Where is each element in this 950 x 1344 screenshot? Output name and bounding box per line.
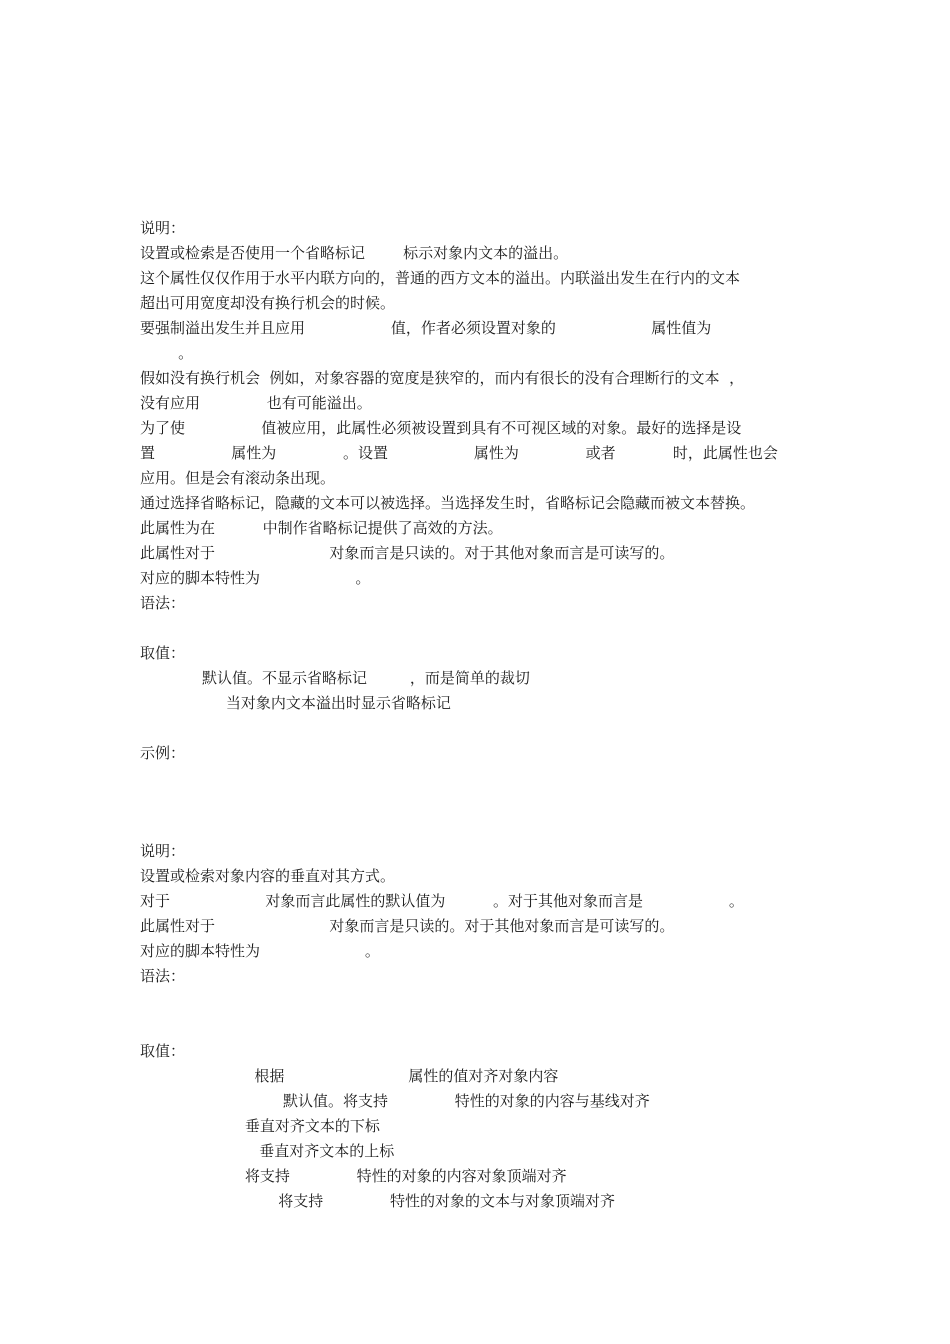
section-2-line-15: 将支持 特性的对象的文本与对象顶端对齐 [140, 1192, 616, 1210]
section-1-line-20: 当对象内文本溢出时显示省略标记 [140, 694, 451, 712]
section-1-line-8: 没有应用 也有可能溢出。 [140, 394, 372, 412]
section-1-line-4: 超出可用宽度却没有换行机会的时候。 [140, 294, 396, 312]
section-1-line-9: 为了使 值被应用，此属性必须被设置到具有不可视区域的对象。最好的选择是设 [140, 419, 742, 437]
section-2-line-11: 默认值。将支持 特性的对象的内容与基线对齐 [140, 1092, 650, 1110]
section-2-line-6: 语法： [140, 967, 186, 985]
section-2-line-3: 对于 对象而言此属性的默认值为 。对于其他对象而言是 。 [140, 892, 744, 910]
section-1-line-13: 此属性为在 中制作省略标记提供了高效的方法。 [140, 519, 503, 537]
section-1-line-15: 对应的脚本特性为 。 [140, 569, 371, 587]
section-1-line-1: 说明： [140, 219, 186, 237]
section-2-line-13: 垂直对齐文本的上标 [140, 1142, 395, 1160]
section-2-line-2: 设置或检索对象内容的垂直对其方式。 [140, 867, 396, 885]
section-2-line-10: 根据 属性的值对齐对象内容 [140, 1067, 559, 1085]
section-1-line-19: 默认值。不显示省略标记 ，而是简单的裁切 [140, 669, 530, 687]
section-2-line-4: 此属性对于 对象而言是只读的。对于其他对象而言是可读写的。 [140, 917, 675, 935]
section-1-line-6: 。 [140, 344, 194, 362]
section-1-line-16: 语法： [140, 594, 186, 612]
section-2-line-14: 将支持 特性的对象的内容对象顶端对齐 [140, 1167, 567, 1185]
section-2-line-5: 对应的脚本特性为 。 [140, 942, 380, 960]
section-1-line-2: 设置或检索是否使用一个省略标记 标示对象内文本的溢出。 [140, 244, 569, 262]
section-1-line-22: 示例： [140, 744, 186, 762]
section-1-line-14: 此属性对于 对象而言是只读的。对于其他对象而言是可读写的。 [140, 544, 675, 562]
section-1-line-12: 通过选择省略标记，隐藏的文本可以被选择。当选择发生时，省略标记会隐藏而被文本替换。 [140, 494, 756, 512]
section-1-line-7: 假如没有换行机会 例如，对象容器的宽度是狭窄的，而内有很长的没有合理断行的文本 ， [140, 369, 745, 387]
section-1-line-11: 应用。但是会有滚动条出现。 [140, 469, 336, 487]
section-1-line-10: 置 属性为 。设置 属性为 或者 时，此属性也会 [140, 444, 778, 462]
section-1-line-18: 取值： [140, 644, 186, 662]
section-1-line-3: 这个属性仅仅作用于水平内联方向的，普通的西方文本的溢出。内联溢出发生在行内的文本 [140, 269, 741, 287]
section-2-line-1: 说明： [140, 842, 186, 860]
section-2-line-12: 垂直对齐文本的下标 [140, 1117, 380, 1135]
section-2-line-9: 取值： [140, 1042, 186, 1060]
section-1-line-5: 要强制溢出发生并且应用 值，作者必须设置对象的 属性值为 [140, 319, 712, 337]
